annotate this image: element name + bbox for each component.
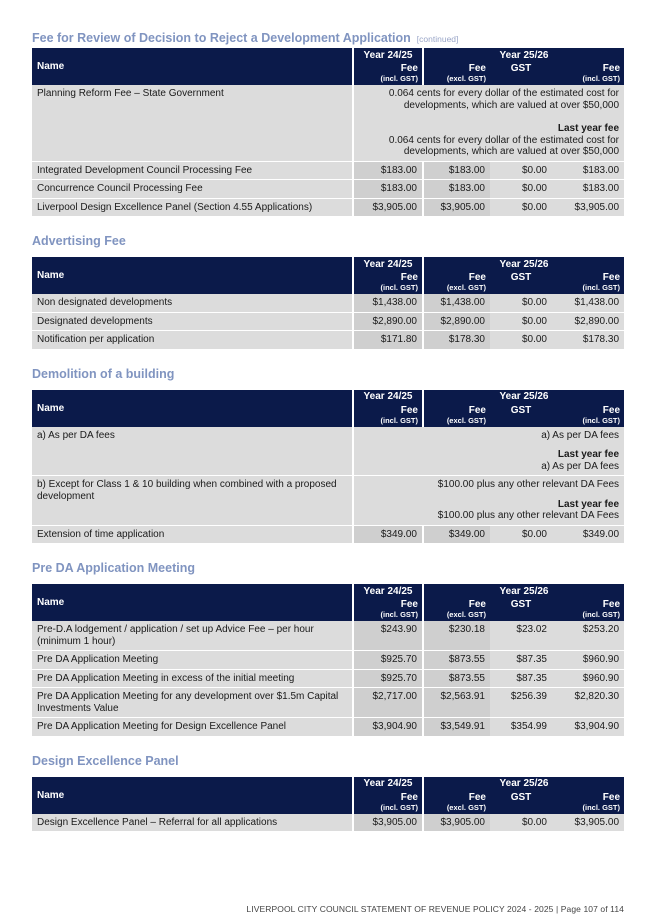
gst-amount: $0.00	[490, 814, 552, 833]
fee-label: Fee	[602, 272, 621, 283]
column-header-year-prev: Year 24/25	[352, 390, 422, 404]
fee-name: Pre DA Application Meeting for any development over $1.5m Capital Investments Value	[32, 688, 352, 718]
incl-gst-label: (incl. GST)	[380, 610, 418, 619]
gst-amount: $87.35	[490, 651, 552, 670]
column-header-gst: GST	[490, 62, 552, 85]
gst-amount: $0.00	[490, 180, 552, 199]
fee-name: Concurrence Council Processing Fee	[32, 180, 352, 199]
column-header-gst: GST	[490, 598, 552, 621]
incl-gst-label: (incl. GST)	[380, 802, 418, 812]
table-row	[32, 313, 624, 332]
fee-excl-gst: $178.30	[422, 331, 490, 350]
fee-prev-incl-gst: $3,904.90	[352, 718, 422, 737]
fee-prev-incl-gst: $2,890.00	[352, 313, 422, 332]
fee-prev-incl-gst: $3,905.00	[352, 199, 422, 218]
header-row-years	[32, 390, 624, 404]
fee-name: a) As per DA fees	[32, 427, 352, 477]
excl-gst-label: (excl. GST)	[446, 74, 486, 83]
continued-label: [continued]	[416, 34, 459, 44]
fee-name: Notification per application	[32, 331, 352, 350]
fee-excl-gst: $230.18	[422, 621, 490, 651]
column-header-name: Name	[32, 584, 352, 621]
column-header-fee-excl	[422, 404, 490, 427]
fee-table	[32, 390, 624, 545]
fee-incl-gst: $183.00	[552, 180, 624, 199]
fee-name: Pre DA Application Meeting for Design Excellence Panel	[32, 718, 352, 737]
table-row	[32, 688, 624, 718]
table-row	[32, 476, 624, 526]
fee-name: Designated developments	[32, 313, 352, 332]
fee-table	[32, 257, 624, 350]
incl-gst-label: (incl. GST)	[380, 415, 418, 425]
fee-label: Fee	[602, 404, 621, 416]
incl-gst-label: (incl. GST)	[582, 415, 621, 425]
fee-incl-gst: $3,904.90	[552, 718, 624, 737]
excl-gst-label: (excl. GST)	[446, 802, 486, 812]
gst-amount: $0.00	[490, 199, 552, 218]
fee-label: Fee	[468, 272, 486, 283]
fee-incl-gst: $183.00	[552, 162, 624, 181]
page-footer: LIVERPOOL CITY COUNCIL STATEMENT OF REVENUE POLICY 2024 - 2025 | Page 107 of 114	[246, 904, 624, 914]
fee-name: Non designated developments	[32, 294, 352, 313]
fee-label: Fee	[400, 791, 418, 803]
last-year-fee-label: Last year fee	[557, 498, 620, 510]
gst-amount: $0.00	[490, 313, 552, 332]
column-header-fee-incl	[552, 62, 624, 85]
fee-prev-incl-gst: $183.00	[352, 180, 422, 199]
fee-incl-gst: $2,890.00	[552, 313, 624, 332]
fee-description	[352, 85, 624, 162]
fee-label: Fee	[400, 63, 418, 74]
section-demolition	[32, 364, 624, 545]
section-design-excellence	[32, 751, 624, 833]
column-header-fee-excl	[422, 598, 490, 621]
column-header-fee-prev-incl	[352, 404, 422, 427]
fee-label: Fee	[602, 599, 621, 610]
column-header-name: Name	[32, 390, 352, 427]
column-header-fee-excl	[422, 271, 490, 294]
gst-amount: $23.02	[490, 621, 552, 651]
fee-incl-gst: $960.90	[552, 670, 624, 689]
last-year-fee-text: $100.00 plus any other relevant DA Fees	[437, 510, 620, 521]
fee-prev-incl-gst: $925.70	[352, 651, 422, 670]
fee-incl-gst: $3,905.00	[552, 199, 624, 218]
incl-gst-label: (incl. GST)	[380, 283, 418, 292]
section-title: Design Excellence Panel	[32, 753, 179, 768]
header-row-years	[32, 777, 624, 791]
gst-amount: $354.99	[490, 718, 552, 737]
table-row	[32, 162, 624, 181]
fee-excl-gst: $183.00	[422, 162, 490, 181]
fee-name: Pre-D.A lodgement / application / set up Advice Fee – per hour (minimum 1 hour)	[32, 621, 352, 651]
table-row	[32, 651, 624, 670]
table-row	[32, 670, 624, 689]
gst-amount: $0.00	[490, 294, 552, 313]
fee-name: Pre DA Application Meeting	[32, 651, 352, 670]
column-header-name: Name	[32, 257, 352, 294]
table-row	[32, 85, 624, 162]
fee-excl-gst: $873.55	[422, 651, 490, 670]
fee-prev-incl-gst: $349.00	[352, 526, 422, 545]
fee-excl-gst: $1,438.00	[422, 294, 490, 313]
column-header-fee-excl	[422, 791, 490, 814]
fee-label: Fee	[468, 599, 486, 610]
fee-label: Fee	[468, 63, 486, 74]
column-header-name: Name	[32, 777, 352, 814]
column-header-fee-prev-incl	[352, 271, 422, 294]
fee-excl-gst: $2,563.91	[422, 688, 490, 718]
fee-incl-gst: $3,905.00	[552, 814, 624, 833]
fee-label: Fee	[400, 404, 418, 416]
fee-name: Integrated Development Council Processing Fee	[32, 162, 352, 181]
fee-incl-gst: $1,438.00	[552, 294, 624, 313]
fee-name: Planning Reform Fee – State Government	[32, 85, 352, 162]
fee-label: Fee	[400, 272, 418, 283]
fee-table	[32, 48, 624, 217]
section-title: Fee for Review of Decision to Reject a Development Application [continued]	[32, 31, 459, 45]
fee-name: Design Excellence Panel – Referral for all applications	[32, 814, 352, 833]
header-row-years	[32, 257, 624, 271]
excl-gst-label: (excl. GST)	[446, 415, 486, 425]
column-header-year-prev: Year 24/25	[352, 584, 422, 598]
fee-description	[352, 476, 624, 526]
excl-gst-label: (excl. GST)	[446, 283, 486, 292]
column-header-fee-incl	[552, 791, 624, 814]
table-row	[32, 331, 624, 350]
fee-name: Extension of time application	[32, 526, 352, 545]
fee-name: Pre DA Application Meeting in excess of the initial meeting	[32, 670, 352, 689]
column-header-fee-incl	[552, 271, 624, 294]
column-header-year-prev: Year 24/25	[352, 777, 422, 791]
fee-excl-gst: $3,905.00	[422, 814, 490, 833]
gst-amount: $87.35	[490, 670, 552, 689]
gst-amount: $0.00	[490, 162, 552, 181]
fee-excl-gst: $3,905.00	[422, 199, 490, 218]
incl-gst-label: (incl. GST)	[582, 802, 621, 812]
column-header-year-curr: Year 25/26	[422, 48, 624, 62]
fee-incl-gst: $960.90	[552, 651, 624, 670]
fee-description	[352, 427, 624, 477]
incl-gst-label: (incl. GST)	[582, 283, 621, 292]
column-header-gst: GST	[490, 404, 552, 427]
fee-incl-gst: $349.00	[552, 526, 624, 545]
fee-excl-gst: $3,549.91	[422, 718, 490, 737]
fee-name: Liverpool Design Excellence Panel (Section 4.55 Applications)	[32, 199, 352, 218]
section-title: Pre DA Application Meeting	[32, 561, 195, 575]
fee-label: Fee	[602, 791, 621, 803]
column-header-year-curr: Year 25/26	[422, 584, 624, 598]
fee-prev-incl-gst: $3,905.00	[352, 814, 422, 833]
fee-incl-gst: $2,820.30	[552, 688, 624, 718]
fee-label: Fee	[468, 791, 486, 803]
incl-gst-label: (incl. GST)	[380, 74, 418, 83]
column-header-fee-excl	[422, 62, 490, 85]
current-fee-text: $100.00 plus any other relevant DA Fees	[437, 479, 620, 490]
fee-name: b) Except for Class 1 & 10 building when combined with a proposed development	[32, 476, 352, 526]
current-fee-text: a) As per DA fees	[541, 429, 620, 441]
table-row	[32, 180, 624, 199]
section-title: Demolition of a building	[32, 366, 175, 381]
column-header-fee-incl	[552, 598, 624, 621]
column-header-gst: GST	[490, 271, 552, 294]
fee-prev-incl-gst: $925.70	[352, 670, 422, 689]
fee-prev-incl-gst: $243.90	[352, 621, 422, 651]
header-row-years	[32, 584, 624, 598]
column-header-fee-prev-incl	[352, 598, 422, 621]
column-header-year-curr: Year 25/26	[422, 777, 624, 791]
column-header-gst: GST	[490, 791, 552, 814]
last-year-fee-label: Last year fee	[557, 123, 620, 134]
header-row-years	[32, 48, 624, 62]
table-row	[32, 814, 624, 833]
column-header-year-curr: Year 25/26	[422, 390, 624, 404]
section-pre-da-meeting	[32, 558, 624, 737]
fee-label: Fee	[602, 63, 621, 74]
last-year-fee-text: 0.064 cents for every dollar of the estimated cost for developments, which are valued at over $50,000	[388, 134, 620, 157]
fee-label: Fee	[400, 599, 418, 610]
section-title: Advertising Fee	[32, 234, 126, 248]
fee-excl-gst: $873.55	[422, 670, 490, 689]
table-row	[32, 718, 624, 737]
gst-amount: $256.39	[490, 688, 552, 718]
column-header-name: Name	[32, 48, 352, 85]
column-header-year-prev: Year 24/25	[352, 48, 422, 62]
fee-prev-incl-gst: $2,717.00	[352, 688, 422, 718]
current-fee-text: 0.064 cents for every dollar of the estimated cost for developments, which are valued at over $50,000	[388, 88, 620, 111]
page-content	[32, 28, 624, 846]
gst-amount: $0.00	[490, 331, 552, 350]
last-year-fee-label: Last year fee	[557, 449, 620, 460]
fee-prev-incl-gst: $1,438.00	[352, 294, 422, 313]
column-header-year-curr: Year 25/26	[422, 257, 624, 271]
fee-prev-incl-gst: $183.00	[352, 162, 422, 181]
column-header-fee-prev-incl	[352, 791, 422, 814]
fee-prev-incl-gst: $171.80	[352, 331, 422, 350]
column-header-fee-incl	[552, 404, 624, 427]
fee-excl-gst: $2,890.00	[422, 313, 490, 332]
fee-table	[32, 777, 624, 833]
table-row	[32, 294, 624, 313]
column-header-year-prev: Year 24/25	[352, 257, 422, 271]
table-row	[32, 427, 624, 477]
excl-gst-label: (excl. GST)	[446, 610, 486, 619]
fee-excl-gst: $349.00	[422, 526, 490, 545]
section-advertising-fee	[32, 231, 624, 350]
incl-gst-label: (incl. GST)	[582, 610, 621, 619]
table-row	[32, 621, 624, 651]
gst-amount: $0.00	[490, 526, 552, 545]
fee-incl-gst: $253.20	[552, 621, 624, 651]
fee-excl-gst: $183.00	[422, 180, 490, 199]
section-review-decision	[32, 28, 624, 217]
fee-table	[32, 584, 624, 737]
last-year-fee-text: a) As per DA fees	[541, 460, 620, 472]
table-row	[32, 526, 624, 545]
fee-incl-gst: $178.30	[552, 331, 624, 350]
table-row	[32, 199, 624, 218]
column-header-fee-prev-incl	[352, 62, 422, 85]
fee-label: Fee	[468, 404, 486, 416]
incl-gst-label: (incl. GST)	[582, 74, 621, 83]
